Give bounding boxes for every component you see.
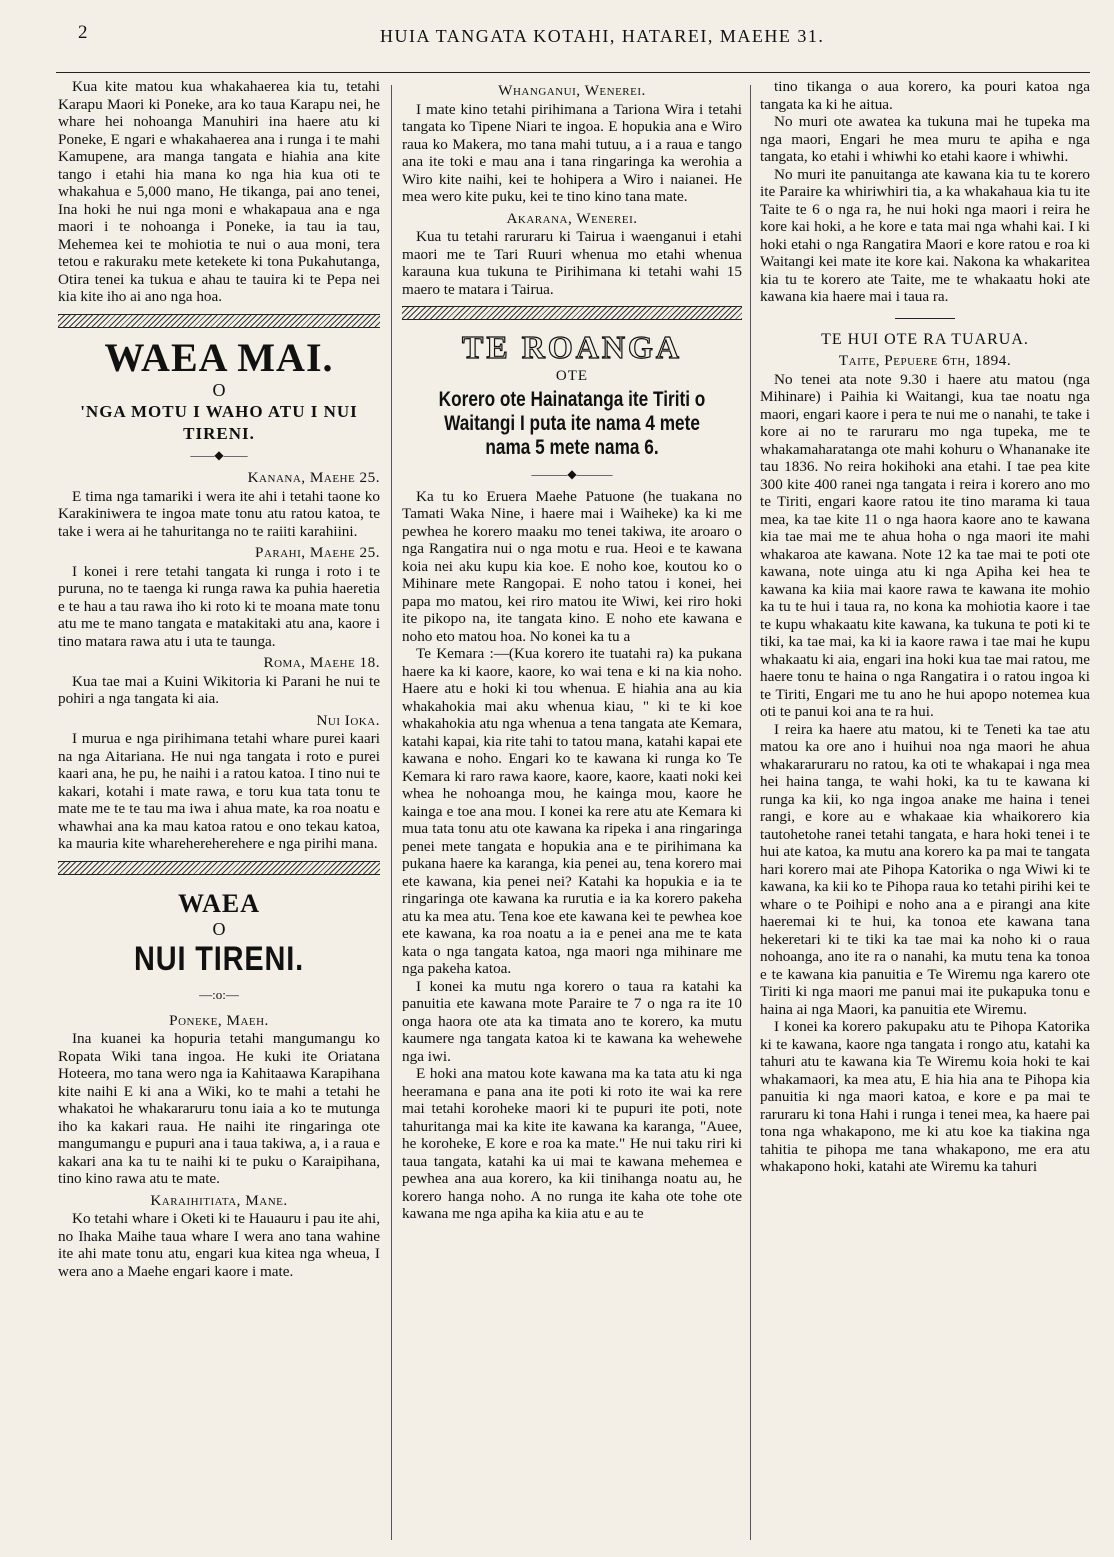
article-paragraph: No muri ote awatea ka tukuna mai he tupeka ma nga maori, Engari he mea muru te apiha e nga tangata, ko etahi i whiwhi ko etahi kaore i whiwhi.	[760, 113, 1090, 165]
article-paragraph: No muri ite panuitanga ate kawana kia tu te korero ite Paraire ka whiriwhiri tia, a ka whakahaua kia tu ite Taite te 6 o nga ra, he nui hoki nga maori i reira he kore kai hoki, a he kore e tata mai nga whahi kai. I ki hoki etahi o nga Rangatira Maori e kore ratou e roa ki Waitangi kei mate ite kore kai. Nakona ka whakaritea kia tu te korero ate Taite, me te whakaatu hoki ate kawana kia haere mai i taua ra.	[760, 165, 1090, 305]
ornamental-rule	[402, 306, 742, 320]
column-rule	[750, 85, 751, 1540]
article-paragraph: I konei ka korero pakupaku atu te Pihopa Katorika ki te kawana, kaore nga tangata i rongo atu, katahi ka tahuri atu te kawana kia Te Wiremu koia hoki te kai whakamaori, ka mea atu, E hia hia ana te Pihopa kia panuitia ki nga maori katoa, e kore e pa mai te raruraru ki tona Hahi i runga i tenei mea, ka haere pai tona nga whakapono, me ki atu koe ka tiakina nga tahitia te pihopa me tana whakapono, me era atu whakapono hoki, katahi ate Wiremu ka tahuri	[760, 1018, 1090, 1175]
dateline: Parahi, Maehe 25.	[255, 544, 380, 561]
article-paragraph: Ina kuanei ka hopuria tetahi mangumangu ko Ropata Wiki tana ingoa. He kuki ite Oriatana Hoteera, mo tana wero nga ia Kahitaawa Karapihana kite naihi E ki ana a Wiki, ko te mahi a tetahi he whakatoi he whakararuru tonu iaia a ko te mutunga iho ka kakari raua. He naihi ite ringaringa ote mangumangu e pupuri ana i taua takiwa, a, i a raua e kakari ana ka tu te naihi ki te puku o Karaipihana, tino kino rawa atu te mate.	[58, 1030, 380, 1187]
dateline: Poneke, Maeh.	[169, 1011, 269, 1029]
column-2	[402, 78, 742, 1543]
article-paragraph: Te Kemara :—(Kua korero ite tuatahi ra) ka pukana haere ka ki kaore, kaore, ko wai tena e ki na kia noho. Haere atu e hoki ki tou whenua. E hiahia ana au kia whakahokia mai aku whenua kiau, " ki te ki koe whakahokia atu nga whenua a tena tangata ate Kemara, katahi kapai, kia rite tahi to tatou mana, katahi kapai ete kawana e noho. Engari ko te kawana ki runga ko Te Kemara ki raro rawa kaore, kaore, kaore, kaati noki kei whea he nohoanga mou, he kainga mou, kaore he kainga e toe ana mou. I konei ka rere atu ate Kemara ki mua tata tonu atu ote kawana ka ripeka i ana ringaringa penei mete tangata e hopukia ana e te pirihimana ka pukana haere ka karanga, kia penei au, tena korero mai ete kawana, kia penei nei? Katahi ka hopukia e ia te ringaringa ote kawana ka rurutia e ia ka korero pakeha atu ka mea atu. Tena koe ete kawana kei te pewhea koe ete kawana, ka roa noatu a ia e penei ana me te kata kata o nga tangata katoa, nga maori nga mihinare me nga pakeha katoa.	[402, 645, 742, 977]
article-paragraph: I konei ka mutu nga korero o taua ra katahi ka panuitia ete kawana mote Paraire te 7 o nga ra ite 10 onga haora ote ata ka timata ano te korero, ka mutu kaumere nga tangata katoa ki te kawana ka wehewehe nga iwi.	[402, 977, 742, 1065]
diamond-divider: ——◆——	[190, 448, 248, 462]
article-intro: Kua kite matou kua whakahaerea kia tu, tetahi Karapu Maori ki Poneke, ara ko taua Karapu nei, he whare hei nohoanga Manuhiri ina haere atu ki Poneke, E ngari e whakahaerea ana i runga i te mahi Kamupene, ara manga tangata e hiahia ana kite tango i etahi hia mana ko nga hia kua oti te whakahua e 5,000 mano, He tikanga, pai ano tenei, Ina hoki he nui nga moni e whakapaua ana e nga maori i te nohoanga i Poneke, ia tau ia tau, Mehemea kei te mohiotia te nui o aua moni, tera tetou e rakuraku mete ketekete ki tona Pukahutanga, Otira tenei ka tukua e ahau te tauira ki te Pepa nei kia kite iho ai ano nga hoa.	[58, 78, 380, 305]
ornamental-rule	[58, 861, 380, 875]
headline-te-roanga: TE ROANGA	[462, 329, 682, 365]
dateline: Nui Ioka.	[316, 711, 380, 729]
article-paragraph: Ka tu ko Eruera Maehe Patuone (he tuakana no Tamati Waka Nine, i haere mai i Waiheke) ka ki me pewhea he korero maaku mo tenei takiwa, ite aroaro o nga Rangatira nui o nga motu e rua. Heoi e te kawana koia nei aku kupu kia koe. E noho koe, koutou ko o Mihinare mete Rangopai. E noho tatou i konei, hei papa mo matou, kei riro matou ite Wiwi, kei riro hoki ite pikopo na, ite tangata kino. E noho ete kawana e noho eto matou hoa. No konei ka tu a	[402, 487, 742, 645]
connector-o: O	[212, 379, 226, 400]
masthead: HUIA TANGATA KOTAHI, HATAREI, MAEHE 31.	[380, 26, 825, 46]
subheadline-waho: 'NGA MOTU I WAHO ATU I NUI TIRENI.	[80, 402, 358, 443]
page-header	[40, 22, 1080, 52]
page-number: 2	[78, 22, 88, 43]
diamond-divider: ———◆———	[531, 466, 613, 481]
dateline: Karaihitiata, Mane.	[150, 1191, 288, 1209]
headline-nui-tireni: NUI TIRENI.	[134, 940, 304, 978]
article-paragraph: No tenei ata note 9.30 i haere atu matou (nga Mihinare) i Paihia ki Waitangi, kua tae noatu nga maori, engari kaore i pera te nui me o nanahi, te take i kore ai no te raruraru mo nga tupeka, me te whakamaharatanga ote mahi kohuru o Whananake ite tau 1836. No reira hokihoki ana etahi. I tae pea kite 300 kite 400 ranei nga tangata i reira i korero ano mo te Tiriti, engari kaore ratou ite tino marama ki taua mea, ka tae kite 11 o nga haora kaore ano te kawana kia tae mai me te ahua hoha o nga maori ite mahi whakaroa ate kawana. Note 12 ka tae mai te poti ote kawana, note uinga atu ki nga Apiha kei hea te kawana ka kiia mai kaore rawa te kawana ite mohio ka tu te hui i taua ra, no kona ka mohiotia kaore i tae te kupu whakaatu kite kawana, ka tukuna te poti ki te tiki, ka tae mai, ka ki ia kaore rawa i tae mai he kupu whakaatu ki aia, engari ina hoki kua tae mai ratou, me haere tonu te haina o nga Rangatira i o ratou ingoa ki te Tiriti, Engari me tu ano he hui apopo notemea kua oti te panui koi ana te ra hui.	[760, 370, 1090, 720]
dateline: Akarana, Wenerei.	[506, 209, 638, 227]
article-paragraph: I murua e nga pirihimana tetahi whare purei kaari na nga Aitariana. He nui nga tangata i roto e purei kaari ana, he pu, he naihi i a ratou katoa. I tino nui te kakari, kotahi i mate rawa, e toru kua tata tonu te mate me te te tau ma iwa i ahua mate, ka roa noatu e whawhai ana ka mau katoa ratou e ono tekau katoa, ka mauria kite wharehereherehere e nga pirihi mana.	[58, 730, 380, 852]
dateline: Kanana, Maehe 25.	[247, 469, 380, 486]
article-paragraph: I reira ka haere atu matou, ki te Teneti ka tae atu matou ka ore ano i huihui noa nga maori he ahua whakararuraru no ratou, ka oti te whakapai i nga mea hei haina tanga, te wahi hoki, ka tu te kawana ki runga ka kii, ko nga ingoa anake me haina i tenei rangi, e kore au e whakaae kia whaikorero kia tautohetohe ranei tetahi tangata, e hara hoki tenei i te hui ate katoa, ka mutu ana korero ka pa mai te tangata hari korero mai ate Pihopa Katorika o nga Wiwi ki te kawana, ka kii ko te Pihopa raua ko tetahi pirihi kei te whare o te Poihipi e noho ana a e pirangi ana kite haeremai ki te hui, ka tonoa ete kawana tana hekeretari ki te tiki ka tae mai ka noho ki o raua nohoanga, ano ite ra o nanahi, ka mutu tena ka tonoa e te kawana kia panuitia e Te Wiremu nga karero ote Tiriti ki nga maori me panui mai ite pukapuka tonu e haina ai nga Maori, ka panuitia ete Wiremu.	[760, 720, 1090, 1018]
separator: —:o:—	[199, 987, 239, 1002]
column-3	[760, 78, 1090, 1543]
header-rule	[56, 72, 1090, 73]
ornamental-rule	[58, 314, 380, 328]
article-paragraph: tino tikanga o aua korero, ka pouri katoa nga tangata ka ki he aitua.	[760, 78, 1090, 113]
article-paragraph: I konei i rere tetahi tangata ki runga i roto i te puruna, no te taenga ki runga rawa ka puhia haeretia e te hau a tau rawa iho ki roto ki te moana mate tonu atu me te mano tangata e matakitaki atu ana, kaore i tino matara rawa atu i uta te taunga.	[58, 562, 380, 650]
headline-te-hui: TE HUI OTE RA TUARUA.	[821, 330, 1029, 348]
article-paragraph: E hoki ana matou kote kawana ma ka tata atu ki nga heeramana e pana ana ite poti ki roto ite wai ka rere mai tetahi koroheke maori ki te pupuri ite poti, note tahuritanga mai ka kite ite kawana ka karanga, "Auee, he koroheke, E kore e roa ka mate." He nui taku riri ki taua tangata, katahi ka ui mai te kawana mehemea e pewhea ana aua korero, ka kii tinihanga noatu au, he korero hanga noho. A no runga ite kaha ote tohe ote kawana me nga apiha ka kiia atu e au te	[402, 1065, 742, 1222]
headline-waea-mai: WAEA MAI.	[104, 334, 334, 380]
column-1	[58, 78, 380, 1543]
dateline: Roma, Maehe 18.	[263, 654, 380, 671]
dateline: Taite, Pepuere 6th, 1894.	[838, 352, 1012, 369]
article-paragraph: Kua tu tetahi raruraru ki Tairua i waenganui i etahi maori me te Tari Ruuri whenua mo etahi whenua karauna kua tukuna te Pirihimana ki tetahi wahi 15 maero te matara i Tairua.	[402, 228, 742, 298]
headline-waea: WAEA	[177, 888, 260, 918]
article-paragraph: Ko tetahi whare i Oketi ki te Hauauru i pau ite ahi, no Ihaka Maihe taua whare I wera ano tana wahine ite ahi mate tonu atu, engari kua kitea nga wheua, I wera ano a Maehe engari kaore i mate.	[58, 1210, 380, 1280]
article-paragraph: Kua tae mai a Kuini Wikitoria ki Parani he nui te pohiri a nga tangata ki aia.	[58, 672, 380, 707]
subheadline-korero: Korero ote Hainatanga ite Tiriti o Waitangi I puta ite nama 4 mete nama 5 mete nama 6.	[438, 387, 706, 459]
connector-ote: OTE	[555, 368, 589, 384]
connector-o: O	[212, 918, 226, 939]
column-rule	[391, 85, 392, 1540]
dateline: Whanganui, Wenerei.	[498, 82, 646, 99]
short-rule	[895, 318, 955, 319]
article-paragraph: E tima nga tamariki i wera ite ahi i tetahi taone ko Karakiniwera te ingoa mate tonu atu ratou katoa, te take i wera ai he tahuritanga no te raiiti karahiini.	[58, 487, 380, 540]
article-paragraph: I mate kino tetahi pirihimana a Tariona Wira i tetahi tangata ko Tipene Niari te ingoa. E hopukia ana e Wiro raua ko Makera, mo tana mahi tutuu, a i a raua e tango ana ite toki e mau ana i tana ringaringa ka werohia a Wiro kite naihi, kei te hohipera a Wiro i naianei. He mea wero kite puku, kei te tino kino tana mate.	[402, 100, 742, 205]
